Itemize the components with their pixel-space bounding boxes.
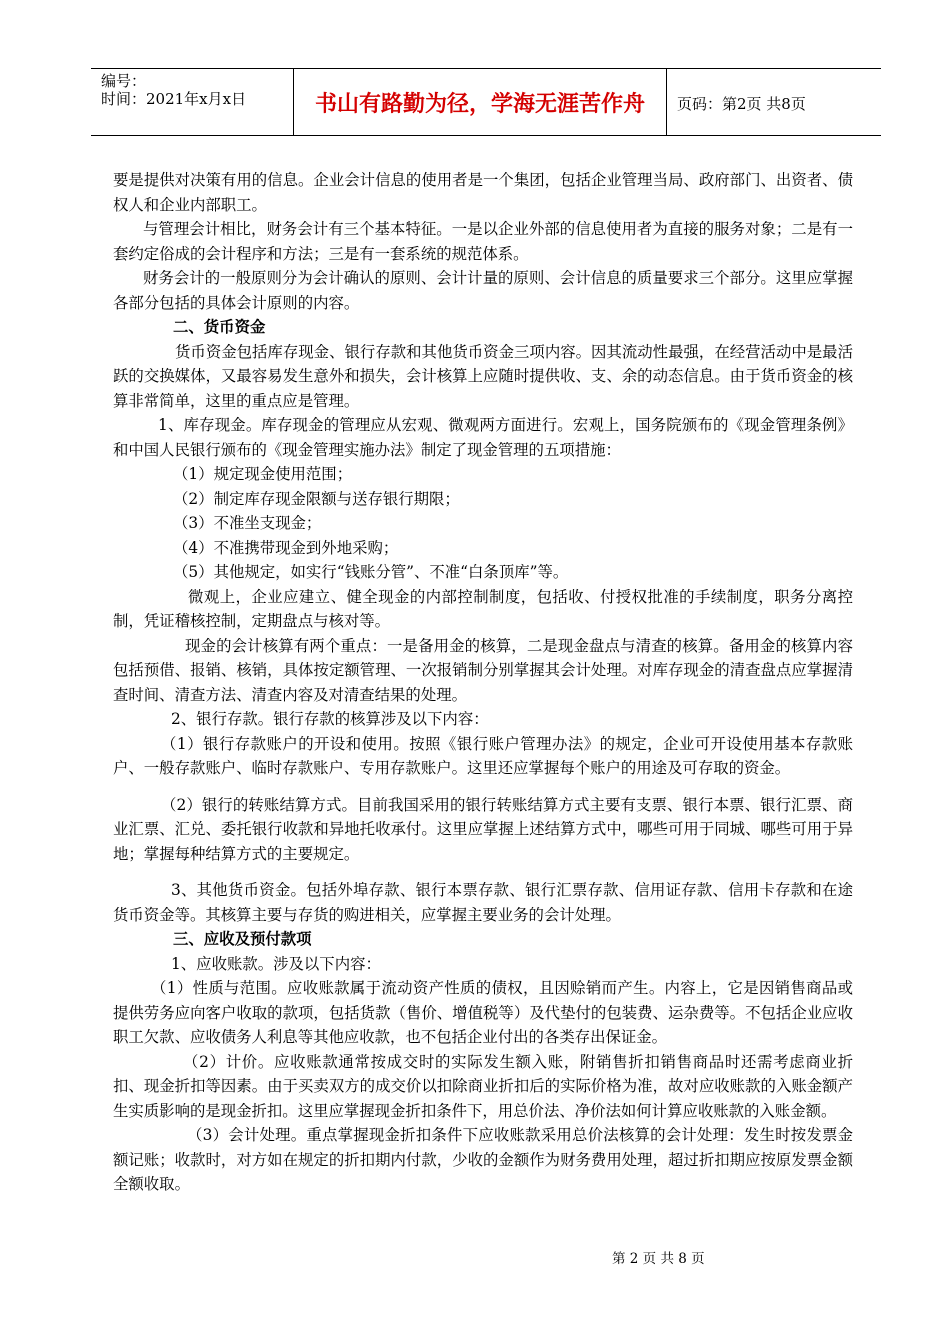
list-item: （4）不准携带现金到外地采购； [173,538,399,557]
paragraph: （1）性质与范围。应收账款属于流动资产性质的债权，且因赊销而产生。内容上，它是因销售商品或提供劳务应向客户收取的款项，包括货款（售价、增值税等）及代垫付的包装费、运杂费等。不包括企业应收职工欠款、应收债务人利息等其他应收款，也不包括企业付出的各类存出保证金。 [113,979,853,1046]
paragraph: 现金的会计核算有两个重点：一是备用金的核算，二是现金盘点与清查的核算。备用金的核算内容包括预借、报销、核销，具体按定额管理、一次报销制分别掌握其会计处理。对库存现金的清查盘点应掌握清查时间、清查方法、清查内容及对清查结果的处理。 [113,636,853,704]
paragraph: 要是提供对决策有用的信息。企业会计信息的使用者是一个集团，包括企业管理当局、政府部门、出资者、债权人和企业内部职工。 [113,171,853,214]
motto-text: 书山有路勤为径，学海无涯苦作舟 [314,92,645,117]
section-heading: 三、应收及预付款项 [173,930,312,948]
page-footer: 第 2 页 共 8 页 [612,1251,705,1267]
header-page-cell [667,69,881,135]
paragraph: 与管理会计相比，财务会计有三个基本特征。一是以企业外部的信息使用者为直接的服务对象；二是有一套约定俗成的会计程序和方法；三是有一套系统的规范体系。 [113,220,853,263]
paragraph: 微观上，企业应建立、健全现金的内部控制制度，包括收、付授权批准的手续制度，职务分离控制，凭证稽核控制，定期盘点与核对等。 [113,587,853,630]
document-time-label: 时间：2021年x月x日 [101,90,247,108]
paragraph: 2、银行存款。银行存款的核算涉及以下内容： [171,710,489,728]
paragraph: （2）计价。应收账款通常按成交时的实际发生额入账，附销售折扣销售商品时还需考虑商业折扣、现金折扣等因素。由于买卖双方的成交价以扣除商业折扣后的实际价格为准，故对应收账款的入账金额产生实质影响的是现金折扣。这里应掌握现金折扣条件下，用总价法、净价法如何计算应收账款的入账金额。 [113,1052,853,1120]
paragraph: 货币资金包括库存现金、银行存款和其他货币资金三项内容。因其流动性最强，在经营活动中是最活跃的交换媒体，又最容易发生意外和损失，会计核算上应随时提供收、支、余的动态信息。由于货币资金的核算非常简单，这里的重点应是管理。 [113,342,853,410]
paragraph: 1、应收账款。涉及以下内容： [171,954,381,973]
header-motto-cell [294,69,667,135]
paragraph: （2）银行的转账结算方式。目前我国采用的银行转账结算方式主要有支票、银行本票、银行汇票、商业汇票、汇兑、委托银行收款和异地托收承付。这里应掌握上述结算方式中，哪些可用于同城、哪些可用于异地；掌握每种结算方式的主要规定。 [113,795,853,863]
header-table [91,68,881,136]
paragraph: 财务会计的一般原则分为会计确认的原则、会计计量的原则、会计信息的质量要求三个部分。这里应掌握各部分包括的具体会计原则的内容。 [113,269,853,312]
paragraph: （1）银行存款账户的开设和使用。按照《银行账户管理办法》的规定，企业可开设使用基本存款账户、一般存款账户、临时存款账户、专用存款账户。这里还应掌握每个账户的用途及可存取的资金。 [113,734,853,777]
list-item: （5）其他规定，如实行“钱账分管”、不准“白条顶库”等。 [173,563,569,581]
paragraph: 3、其他货币资金。包括外埠存款、银行本票存款、银行汇票存款、信用证存款、信用卡存款和在途货币资金等。其核算主要与存货的购进相关，应掌握主要业务的会计处理。 [113,881,853,924]
paragraph: 1、库存现金。库存现金的管理应从宏观、微观两方面进行。宏观上，国务院颁布的《现金管理条例》和中国人民银行颁布的《现金管理实施办法》制定了现金管理的五项措施： [113,416,853,459]
document-number-label: 编号： [101,72,147,90]
document-body [113,168,853,1197]
list-item: （2）制定库存现金限额与送存银行期限； [173,489,460,508]
header-info-cell [91,69,294,135]
paragraph-gap [113,781,853,793]
list-item: （3）不准坐支现金； [173,514,322,532]
page-code-label: 页码：第2页 共8页 [677,95,806,113]
section-heading: 二、货币资金 [173,318,266,336]
paragraph: （3）会计处理。重点掌握现金折扣条件下应收账款采用总价法核算的会计处理：发生时按发票金额记账；收款时，对方如在规定的折扣期内付款，少收的金额作为财务费用处理，超过折扣期应按原发票金额全额收取。 [113,1126,853,1193]
list-item: （1）规定现金使用范围； [173,465,353,483]
paragraph-gap [113,866,853,878]
